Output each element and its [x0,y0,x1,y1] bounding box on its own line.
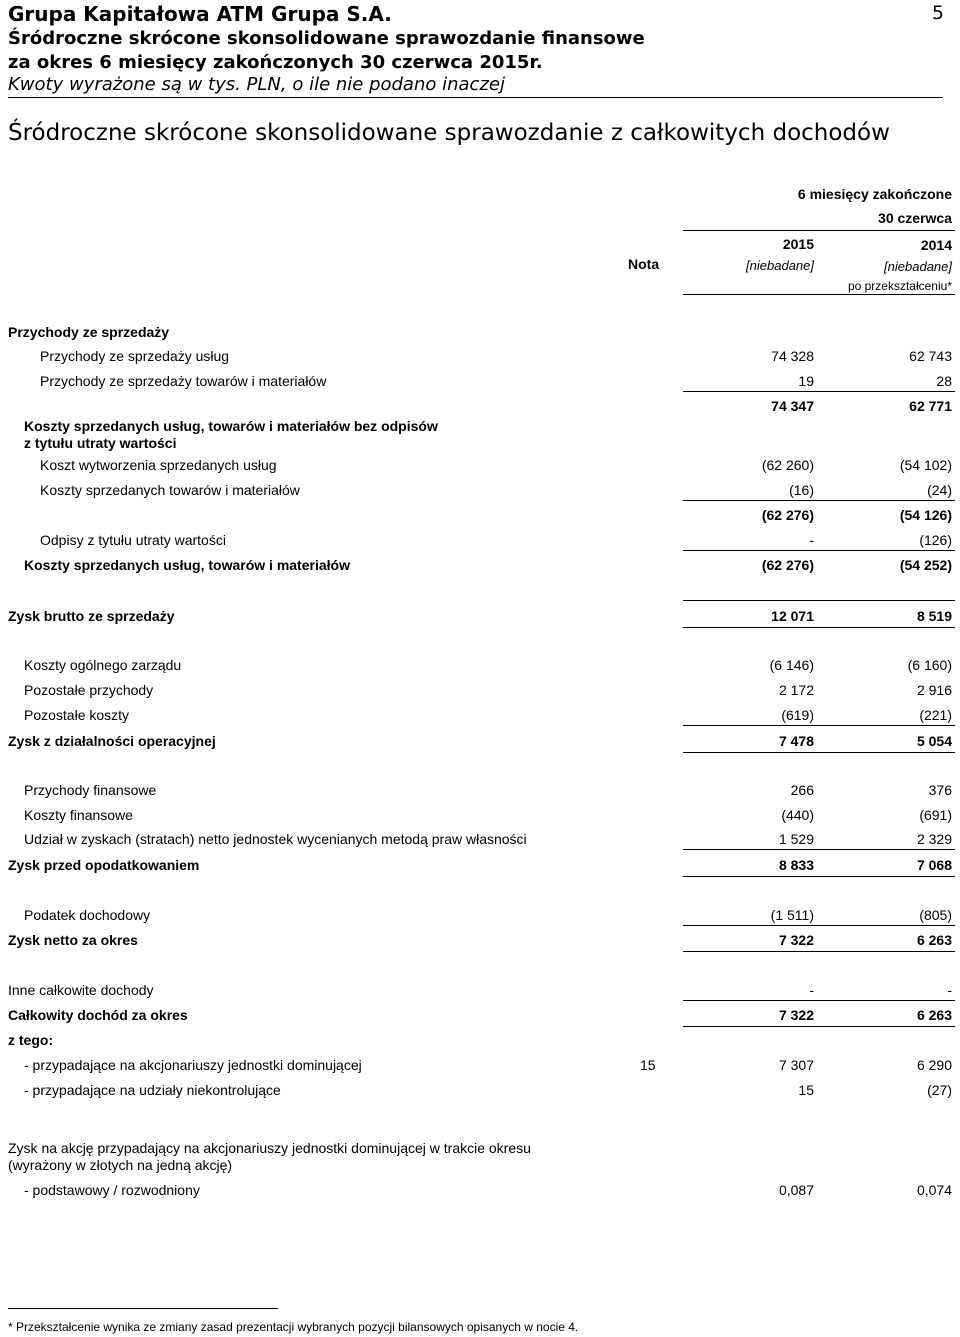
table-row [0,1180,960,1200]
subtotal-divider [683,500,955,501]
company-name: Grupa Kapitałowa ATM Grupa S.A. [8,2,392,26]
subtotal-divider [683,925,955,926]
value-2015: (62 260) [761,457,814,473]
table-row [0,705,960,725]
table-row [0,1055,960,1075]
subtotal-divider [683,725,955,726]
report-title-line2: za okres 6 miesięcy zakończonych 30 czerwca 2015r. [8,52,543,73]
row-label: Pozostałe przychody [24,682,154,698]
value-2014: (6 160) [907,657,952,673]
table-row [0,530,960,550]
table-row [0,655,960,675]
value-2014: 5 054 [916,733,952,749]
restated-label: po przekształceniu* [847,279,952,293]
table-row [0,731,960,751]
row-label: - podstawowy / rozwodniony [24,1182,200,1198]
value-2015: (6 146) [769,657,814,673]
value-2015: (62 276) [761,507,814,523]
row-label: Koszty finansowe [24,807,133,823]
table-row [0,905,960,925]
row-label: Pozostałe koszty [24,707,130,723]
value-2014: (24) [927,482,952,498]
table-row [0,322,960,342]
value-2014: 62 771 [909,398,952,414]
table-row [0,346,960,366]
value-2015: (619) [781,707,814,723]
units-note: Kwoty wyrażone są w tys. PLN, o ile nie podano inaczej [8,74,505,95]
value-2014: 8 519 [916,608,952,624]
value-2015: (16) [789,482,814,498]
total-divider [683,951,955,952]
table-row [0,371,960,391]
value-2015: (62 276) [761,557,814,573]
header-divider [8,97,943,98]
value-2015: 74 347 [771,398,814,414]
eps-heading-line1: Zysk na akcję przypadający na akcjonariuszy jednostki dominującej w trakcie okresu [8,1140,531,1156]
row-label: Przychody ze sprzedaży towarów i materiałów [40,373,327,389]
table-row [0,1080,960,1100]
total-divider [683,627,955,628]
value-2015: 74 328 [771,348,814,364]
table-row [0,555,960,575]
nota-heading: Nota [628,256,660,272]
total-divider [683,1026,955,1027]
row-label: Inne całkowite dochody [8,982,154,998]
report-title-line1: Śródroczne skrócone skonsolidowane sprawozdanie finansowe [8,28,645,49]
table-row [0,829,960,849]
value-2014: (54 252) [899,557,952,573]
row-label: Koszty ogólnego zarządu [24,657,182,673]
column-header-divider [683,230,955,231]
year-2014-heading: 2014 [920,237,952,253]
row-label: Przychody ze sprzedaży usług [40,348,230,364]
value-2014: (691) [919,807,952,823]
value-2015: 19 [798,373,814,389]
value-2015: 15 [798,1082,814,1098]
row-label: Koszt wytworzenia sprzedanych usług [40,457,277,473]
value-2014: 376 [928,782,952,798]
cost-section-heading [24,418,438,452]
row-label: Przychody ze sprzedaży [8,324,170,340]
page-number: 5 [931,2,944,24]
unaudited-2015-label: [niebadane] [746,258,814,273]
value-2015: 7 478 [778,733,814,749]
row-label: Udział w zyskach (stratach) netto jednostek wycenianych metodą praw własności [24,831,527,847]
table-row [0,455,960,475]
value-2014: (126) [919,532,952,548]
value-2014: (27) [927,1082,952,1098]
total-divider [683,876,955,877]
value-2015: 7 322 [778,1007,814,1023]
subtotal-divider [683,391,955,392]
subtotal-divider [683,849,955,850]
row-label: Całkowity dochód za okres [8,1007,188,1023]
table-row [0,980,960,1000]
value-2014: (221) [919,707,952,723]
value-2015: 7 322 [778,932,814,948]
value-2014: (54 102) [899,457,952,473]
statement-title: Śródroczne skrócone skonsolidowane sprawozdanie z całkowitych dochodów [8,120,890,146]
subtotal-row [0,505,960,525]
table-row [0,855,960,875]
subtotal-row [0,396,960,416]
table-row [0,1005,960,1025]
value-2015: 0,087 [778,1182,814,1198]
subtotal-divider [683,600,955,601]
note-reference: 15 [640,1057,656,1073]
value-2015: 266 [790,782,814,798]
value-2014: 2 916 [916,682,952,698]
footnote-divider [8,1308,278,1309]
year-2015-heading: 2015 [782,236,814,252]
value-2015: 2 172 [778,682,814,698]
value-2014: 28 [936,373,952,389]
row-label: Zysk z działalności operacyjnej [8,733,216,749]
table-row [0,480,960,500]
value-2014: 7 068 [916,857,952,873]
value-2014: 62 743 [909,348,952,364]
row-label: Koszty sprzedanych towarów i materiałów [40,482,300,498]
unaudited-2014-label: [niebadane] [884,259,952,274]
value-2014: 6 290 [916,1057,952,1073]
column-header-bottom-divider [683,294,955,295]
value-2015: 1 529 [778,831,814,847]
row-label: Zysk przed opodatkowaniem [8,857,200,873]
row-label: - przypadające na udziały niekontrolujące [24,1082,281,1098]
value-2014: 2 329 [916,831,952,847]
row-label: Koszty sprzedanych usług, towarów i materiałów [24,557,350,573]
row-label: Zysk brutto ze sprzedaży [8,608,175,624]
row-label: Podatek dochodowy [24,907,151,923]
row-label: Odpisy z tytułu utraty wartości [40,532,226,548]
value-2015: 7 307 [778,1057,814,1073]
table-row [0,606,960,626]
period-heading: 6 miesięcy zakończone [797,186,952,202]
table-row [0,680,960,700]
date-heading: 30 czerwca [878,210,952,226]
total-divider [683,752,955,753]
value-2015: (440) [781,807,814,823]
value-2014: (54 126) [899,507,952,523]
value-2015: - [809,982,814,998]
footnote: * Przekształcenie wynika ze zmiany zasad prezentacji wybranych pozycji bilansowych opisanych w nocie 4. [8,1320,579,1334]
value-2015: - [809,532,814,548]
table-row [0,805,960,825]
subtotal-divider [683,550,955,551]
eps-heading-line2: (wyrażony w złotych na jedną akcję) [8,1157,233,1173]
value-2015: 12 071 [771,608,814,624]
subtotal-divider [683,1000,955,1001]
value-2014: 6 263 [916,1007,952,1023]
value-2014: 0,074 [916,1182,952,1198]
value-2015: 8 833 [778,857,814,873]
eps-heading [8,1140,531,1174]
row-label: - przypadające na akcjonariuszy jednostki dominującej [24,1057,362,1073]
value-2015: (1 511) [770,907,814,923]
row-label: z tego: [8,1032,54,1048]
value-2014: (805) [919,907,952,923]
table-row [0,780,960,800]
row-label: Zysk netto za okres [8,932,138,948]
value-2014: - [947,982,952,998]
cost-heading-line2: z tytułu utraty wartości [24,435,177,451]
row-label: Przychody finansowe [24,782,157,798]
table-row [0,930,960,950]
value-2014: 6 263 [916,932,952,948]
table-row [0,1030,960,1050]
cost-heading-line1: Koszty sprzedanych usług, towarów i materiałów bez odpisów [24,418,438,434]
